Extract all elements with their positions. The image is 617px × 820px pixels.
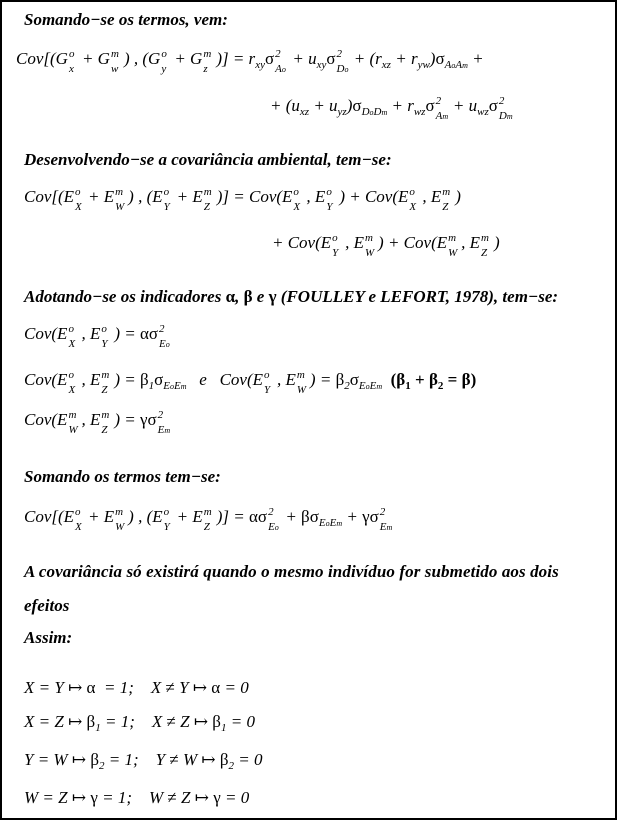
- line-l3: + $(u_{xz} + u_{yz})\sigma_{DoDm} + r_{wz}\sigma$ 2 Am + $u_{wz}\sigma$ 2 Dm: [270, 95, 513, 122]
- line-l12: Cov[(E o X + E m W ) , (E o Y + E m Z )] = ασ 2 Eo + $\beta\sigma_{EoEm} + \gamma\sigma$ 2 Em: [24, 506, 393, 533]
- line-l7: Adotando−se os indicadores α, β e γ (FOULLEY e LEFORT, 1978), tem−se:: [24, 287, 559, 306]
- line-l8: Cov(E o X , E o Y ) = ασ 2 Eo: [24, 323, 170, 350]
- line-l18: Y = W ↦ $\beta_2 = 1$; Y ≠ W ↦ $\beta_2 = 0$: [24, 750, 263, 772]
- line-l14: efeitos: [24, 596, 70, 615]
- line-l16: X = Y ↦ α = 1; X ≠ Y ↦ α = 0: [24, 678, 249, 697]
- line-l13: A covariância só existirá quando o mesmo indivíduo for submetido aos dois: [24, 562, 559, 581]
- line-l1: Somando−se os termos, vem:: [24, 10, 228, 29]
- line-l10: Cov(E m W , E m Z ) = γσ 2 Em: [24, 409, 171, 436]
- line-l19: W = Z ↦ γ = 1; W ≠ Z ↦ γ = 0: [24, 788, 250, 807]
- line-l11: Somando os termos tem−se:: [24, 467, 221, 486]
- line-l5: Cov[(E o X + E m W ) , (E o Y + E m Z )] = Cov(E o X , E o Y ) + Cov(E o X , E m Z ): [24, 186, 461, 213]
- line-l15: Assim:: [24, 628, 73, 647]
- line-l2: Cov[(G o x + G m w ) , (G o y + G m z )] = $r_{xy}\sigma$ 2 Ao + $u_{xy}\sigma$ 2 Do + $(r_{xz} + r_{yw})\sigma_{AoAm}$ +: [16, 48, 484, 75]
- line-l17: X = Z ↦ $\beta_1 = 1$; X ≠ Z ↦ $\beta_1 = 0$: [24, 712, 255, 734]
- line-l9: Cov(E o X , E m Z ) = $\beta_1\sigma_{EoEm}$ e Cov(E o Y , E m W ) = $\beta_2\sigma_{EoEm}$ $(\beta_1 + \beta_2 = \beta)$: [24, 369, 477, 396]
- line-l6: + Cov(E o Y , E m W ) + Cov(E m W , E m Z ): [272, 232, 500, 259]
- line-l4: Desenvolvendo−se a covariância ambiental, tem−se:: [24, 150, 392, 169]
